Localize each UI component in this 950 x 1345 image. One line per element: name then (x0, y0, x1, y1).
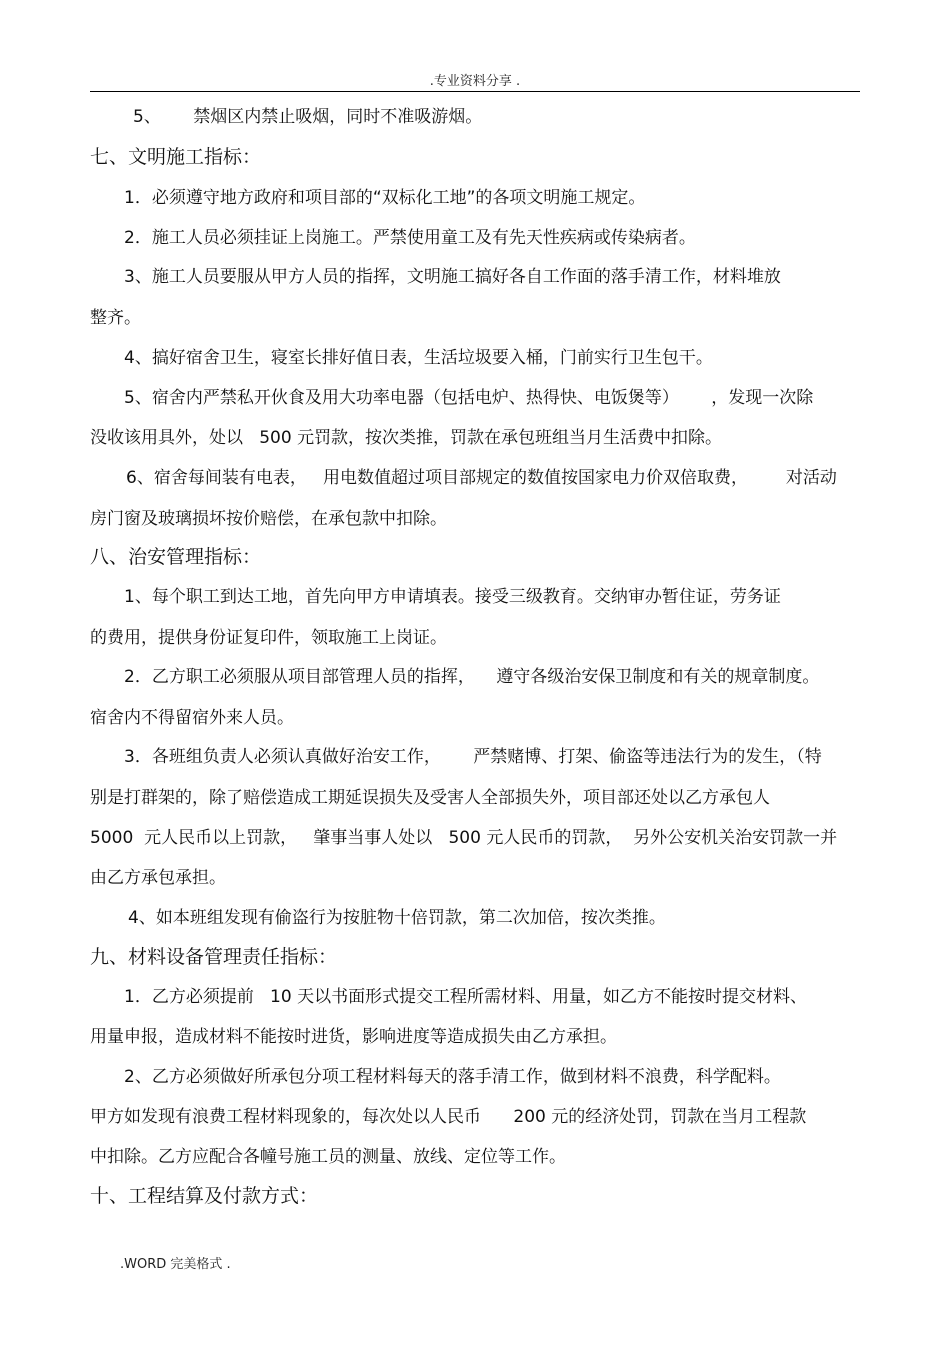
section-heading-9: 九、材料设备管理责任指标： (90, 946, 338, 968)
text-line: 5000 元人民币以上罚款， 肇事当事人处以 500 元人民币的罚款， 另外公安机关治安罚款一并 (90, 828, 838, 848)
text-line: 5、 禁烟区内禁止吸烟，同时不准吸游烟。 (133, 107, 483, 127)
text-line: 由乙方承包承担。 (90, 868, 226, 888)
text-line: 6、宿舍每间装有电表， 用电数值超过项目部规定的数值按国家电力价双倍取费， 对活动 (126, 468, 837, 488)
page-footer: .WORD 完美格式 . (120, 1257, 231, 1272)
text-line: 2．乙方职工必须服从项目部管理人员的指挥， 遵守各级治安保卫制度和有关的规章制度。 (124, 667, 820, 687)
text-line: 5、宿舍内严禁私开伙食及用大功率电器（包括电炉、热得快、电饭煲等） ，发现一次除 (124, 388, 814, 408)
text-line: 3．各班组负责人必须认真做好治安工作， 严禁赌博、打架、偷盗等违法行为的发生，（特 (124, 747, 822, 767)
text-line: 1．乙方必须提前 10 天以书面形式提交工程所需材料、用量，如乙方不能按时提交材料、 (124, 987, 808, 1007)
text-line: 3、施工人员要服从甲方人员的指挥，文明施工搞好各自工作面的落手清工作，材料堆放 (124, 267, 781, 287)
text-line: 4、搞好宿舍卫生，寝室长排好值日表，生活垃圾要入桶，门前实行卫生包干。 (124, 348, 713, 368)
section-heading-8: 八、治安管理指标： (90, 546, 262, 568)
text-line: 1、每个职工到达工地，首先向甲方申请填表。接受三级教育。交纳审办暂住证，劳务证 (124, 587, 781, 607)
text-line: 别是打群架的，除了赔偿造成工期延误损失及受害人全部损失外，项目部还处以乙方承包人 (90, 788, 770, 808)
text-line: 用量申报，造成材料不能按时进货，影响进度等造成损失由乙方承担。 (90, 1027, 617, 1047)
text-line: 1．必须遵守地方政府和项目部的“双标化工地”的各项文明施工规定。 (124, 188, 646, 208)
text-line: 整齐。 (90, 308, 141, 328)
text-line: 甲方如发现有浪费工程材料现象的，每次处以人民币 200 元的经济处罚，罚款在当月工程款 (90, 1107, 807, 1127)
text-line: 2．施工人员必须挂证上岗施工。严禁使用童工及有先天性疾病或传染病者。 (124, 228, 696, 248)
text-line: 没收该用具外，处以 500 元罚款，按次类推，罚款在承包班组当月生活费中扣除。 (90, 428, 723, 448)
section-heading-7: 七、文明施工指标： (90, 146, 262, 168)
text-line: 宿舍内不得留宿外来人员。 (90, 708, 294, 728)
text-line: 房门窗及玻璃损坏按价赔偿，在承包款中扣除。 (90, 509, 447, 529)
header-divider (90, 91, 860, 92)
text-line: 4、如本班组发现有偷盗行为按脏物十倍罚款，第二次加倍，按次类推。 (128, 908, 666, 928)
page-header: .专业资料分享 . (429, 74, 521, 89)
text-line: 2、乙方必须做好所承包分项工程材料每天的落手清工作，做到材料不浪费，科学配料。 (124, 1067, 781, 1087)
section-heading-10: 十、工程结算及付款方式： (90, 1185, 319, 1207)
text-line: 中扣除。乙方应配合各幢号施工员的测量、放线、定位等工作。 (90, 1147, 566, 1167)
text-line: 的费用，提供身份证复印件，领取施工上岗证。 (90, 628, 447, 648)
